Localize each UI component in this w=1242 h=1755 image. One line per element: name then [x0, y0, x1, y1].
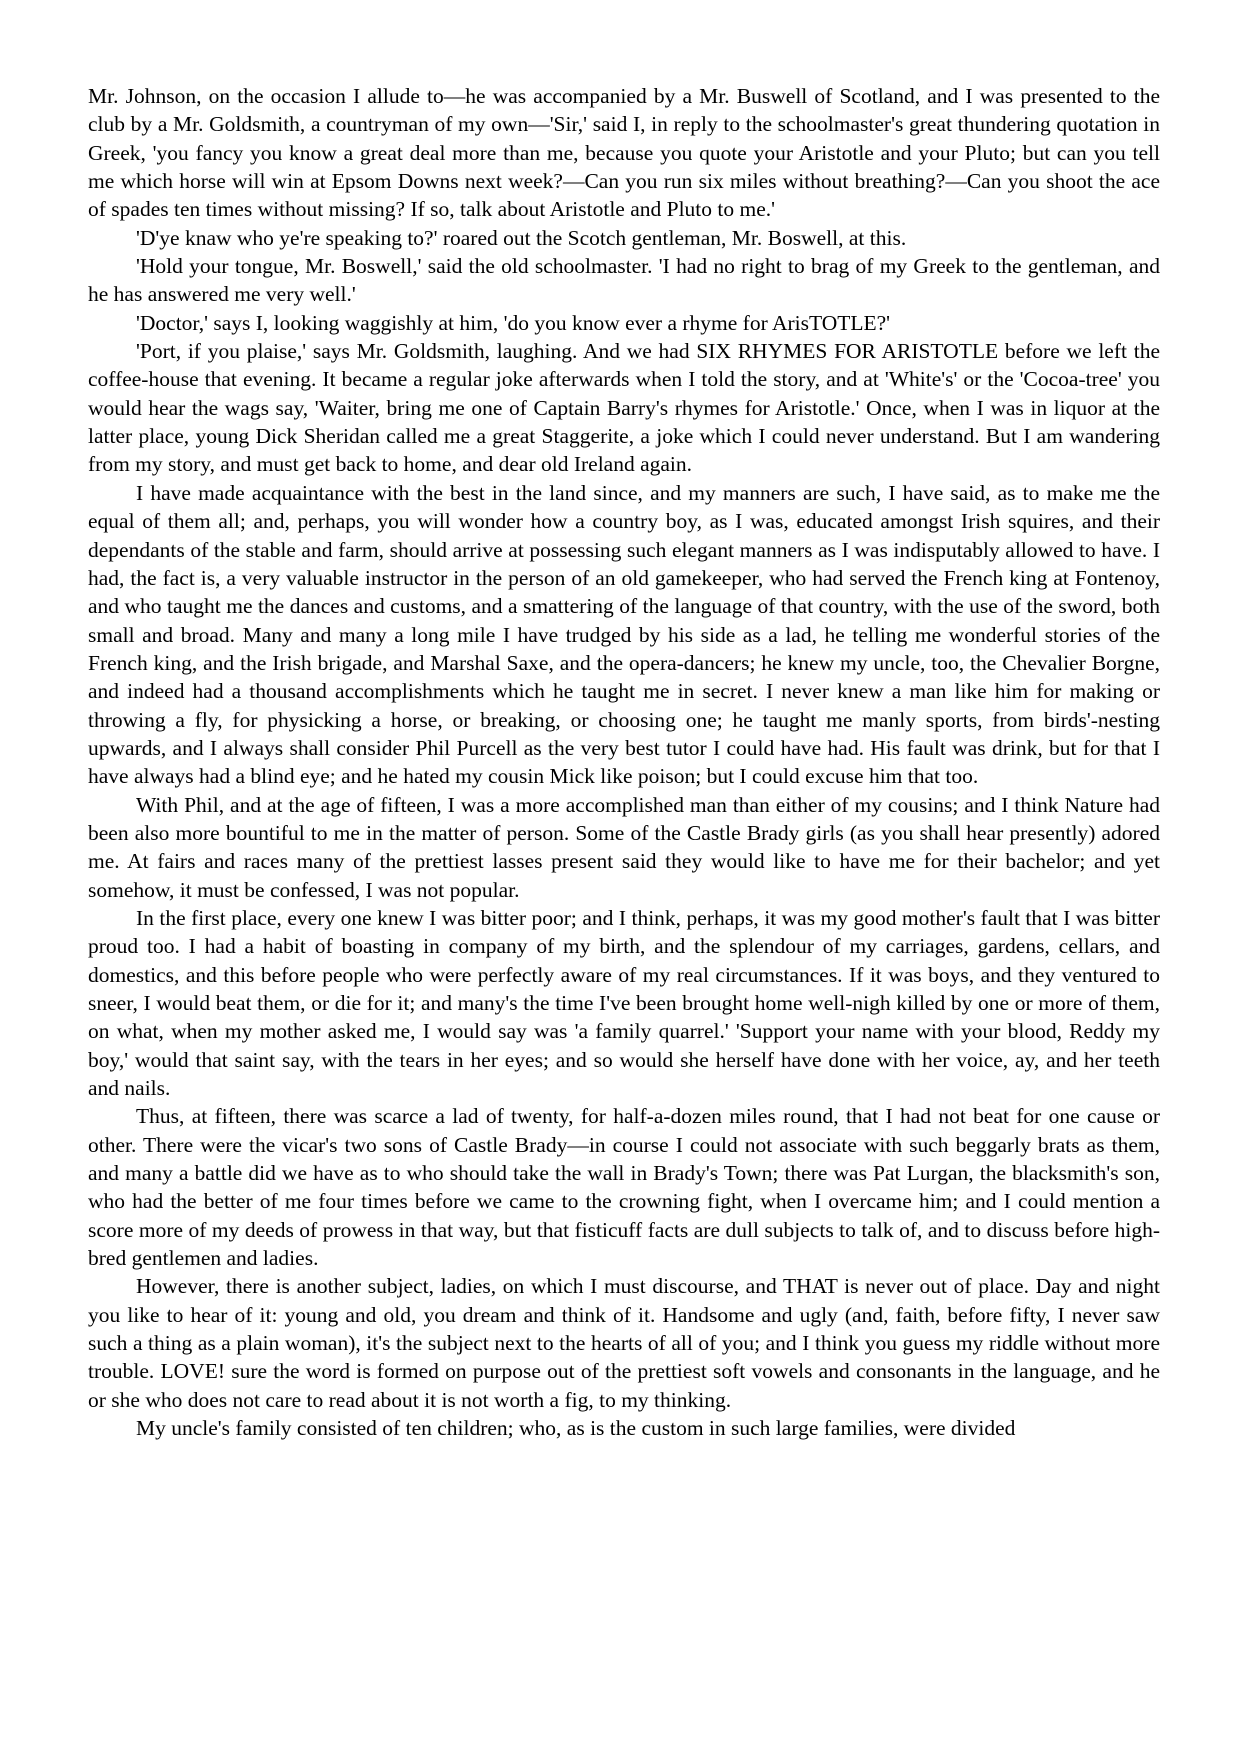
paragraph-2: 'D'ye knaw who ye're speaking to?' roared out the Scotch gentleman, Mr. Boswell, at this.: [136, 225, 907, 250]
paragraph-10: However, there is another subject, ladies, on which I must discourse, and THAT is never out of place. Day and night you like to hear of it: young and old, you dream and think of it. Handsome and ugly (and, faith, before fifty, I never saw such a thing as a plain woman), it's the subject next to the hearts of all of you; and I think you guess my riddle without more trouble. LOVE! sure the word is formed on purpose out of the prettiest soft vowels and consonants in the language, and he or she who does not care to read about it is not worth a fig, to my thinking.: [88, 1274, 1160, 1412]
paragraph-8: In the first place, every one knew I was bitter poor; and I think, perhaps, it was my good mother's fault that I was bitter proud too. I had a habit of boasting in company of my birth, and the splendour of my carriages, gardens, cellars, and domestics, and this before people who were perfectly aware of my real circumstances. If it was boys, and they ventured to sneer, I would beat them, or die for it; and many's the time I've been brought home well-nigh killed by one or more of them, on what, when my mother asked me, I would say was 'a family quarrel.' 'Support your name with your blood, Reddy my boy,' would that saint say, with the tears in her eyes; and so would she herself have done with her voice, ay, and her teeth and nails.: [88, 905, 1160, 1101]
paragraph-6: I have made acquaintance with the best in the land since, and my manners are such, I have said, as to make me the equal of them all; and, perhaps, you will wonder how a country boy, as I was, educated amongst Irish squires, and their dependants of the stable and farm, should arrive at possessing such elegant manners as I was indisputably allowed to have. I had, the fact is, a very valuable instructor in the person of an old gamekeeper, who had served the French king at Fontenoy, and who taught me the dances and customs, and a smattering of the language of that country, with the use of the sword, both small and broad. Many and many a long mile I have trudged by his side as a lad, he telling me wonderful stories of the French king, and the Irish brigade, and Marshal Saxe, and the opera-dancers; he knew my uncle, too, the Chevalier Borgne, and indeed had a thousand accomplishments which he taught me in secret. I never knew a man like him for making or throwing a fly, for physicking a horse, or breaking, or choosing one; he taught me manly sports, from birds'-nesting upwards, and I always shall consider Phil Purcell as the very best tutor I could have had. His fault was drink, but for that I have always had a blind eye; and he hated my cousin Mick like poison; but I could excuse him that too.: [88, 480, 1160, 789]
document-page: [88, 82, 1160, 1443]
paragraph-5: 'Port, if you plaise,' says Mr. Goldsmith, laughing. And we had SIX RHYMES FOR ARISTOTLE before we left the coffee-house that evening. It became a regular joke afterwards when I told the story, and at 'White's' or the 'Cocoa-tree' you would hear the wags say, 'Waiter, bring me one of Captain Barry's rhymes for Aristotle.' Once, when I was in liquor at the latter place, young Dick Sheridan called me a great Staggerite, a joke which I could never understand. But I am wandering from my story, and must get back to home, and dear old Ireland again.: [88, 339, 1160, 477]
paragraph-9: Thus, at fifteen, there was scarce a lad of twenty, for half-a-dozen miles round, that I had not beat for one cause or other. There were the vicar's two sons of Castle Brady—in course I could not associate with such beggarly brats as them, and many a battle did we have as to who should take the wall in Brady's Town; there was Pat Lurgan, the blacksmith's son, who had the better of me four times before we came to the crowning fight, when I overcame him; and I could mention a score more of my deeds of prowess in that way, but that fisticuff facts are dull subjects to talk of, and to discuss before high-bred gentlemen and ladies.: [88, 1104, 1160, 1271]
paragraph-11: My uncle's family consisted of ten children; who, as is the custom in such large families, were divided: [136, 1416, 1016, 1441]
paragraph-1: Mr. Johnson, on the occasion I allude to—he was accompanied by a Mr. Buswell of Scotland, and I was presented to the club by a Mr. Goldsmith, a countryman of my own—'Sir,' said I, in reply to the schoolmaster's great thundering quotation in Greek, 'you fancy you know a great deal more than me, because you quote your Aristotle and your Pluto; but can you tell me which horse will win at Epsom Downs next week?—Can you run six miles without breathing?—Can you shoot the ace of spades ten times without missing? If so, talk about Aristotle and Pluto to me.': [88, 84, 1160, 222]
paragraph-7: With Phil, and at the age of fifteen, I was a more accomplished man than either of my cousins; and I think Nature had been also more bountiful to me in the matter of person. Some of the Castle Brady girls (as you shall hear presently) adored me. At fairs and races many of the prettiest lasses present said they would like to have me for their bachelor; and yet somehow, it must be confessed, I was not popular.: [88, 792, 1160, 902]
paragraph-3: 'Hold your tongue, Mr. Boswell,' said the old schoolmaster. 'I had no right to brag of my Greek to the gentleman, and he has answered me very well.': [88, 254, 1160, 307]
paragraph-4: 'Doctor,' says I, looking waggishly at him, 'do you know ever a rhyme for ArisTOTLE?': [136, 310, 891, 335]
